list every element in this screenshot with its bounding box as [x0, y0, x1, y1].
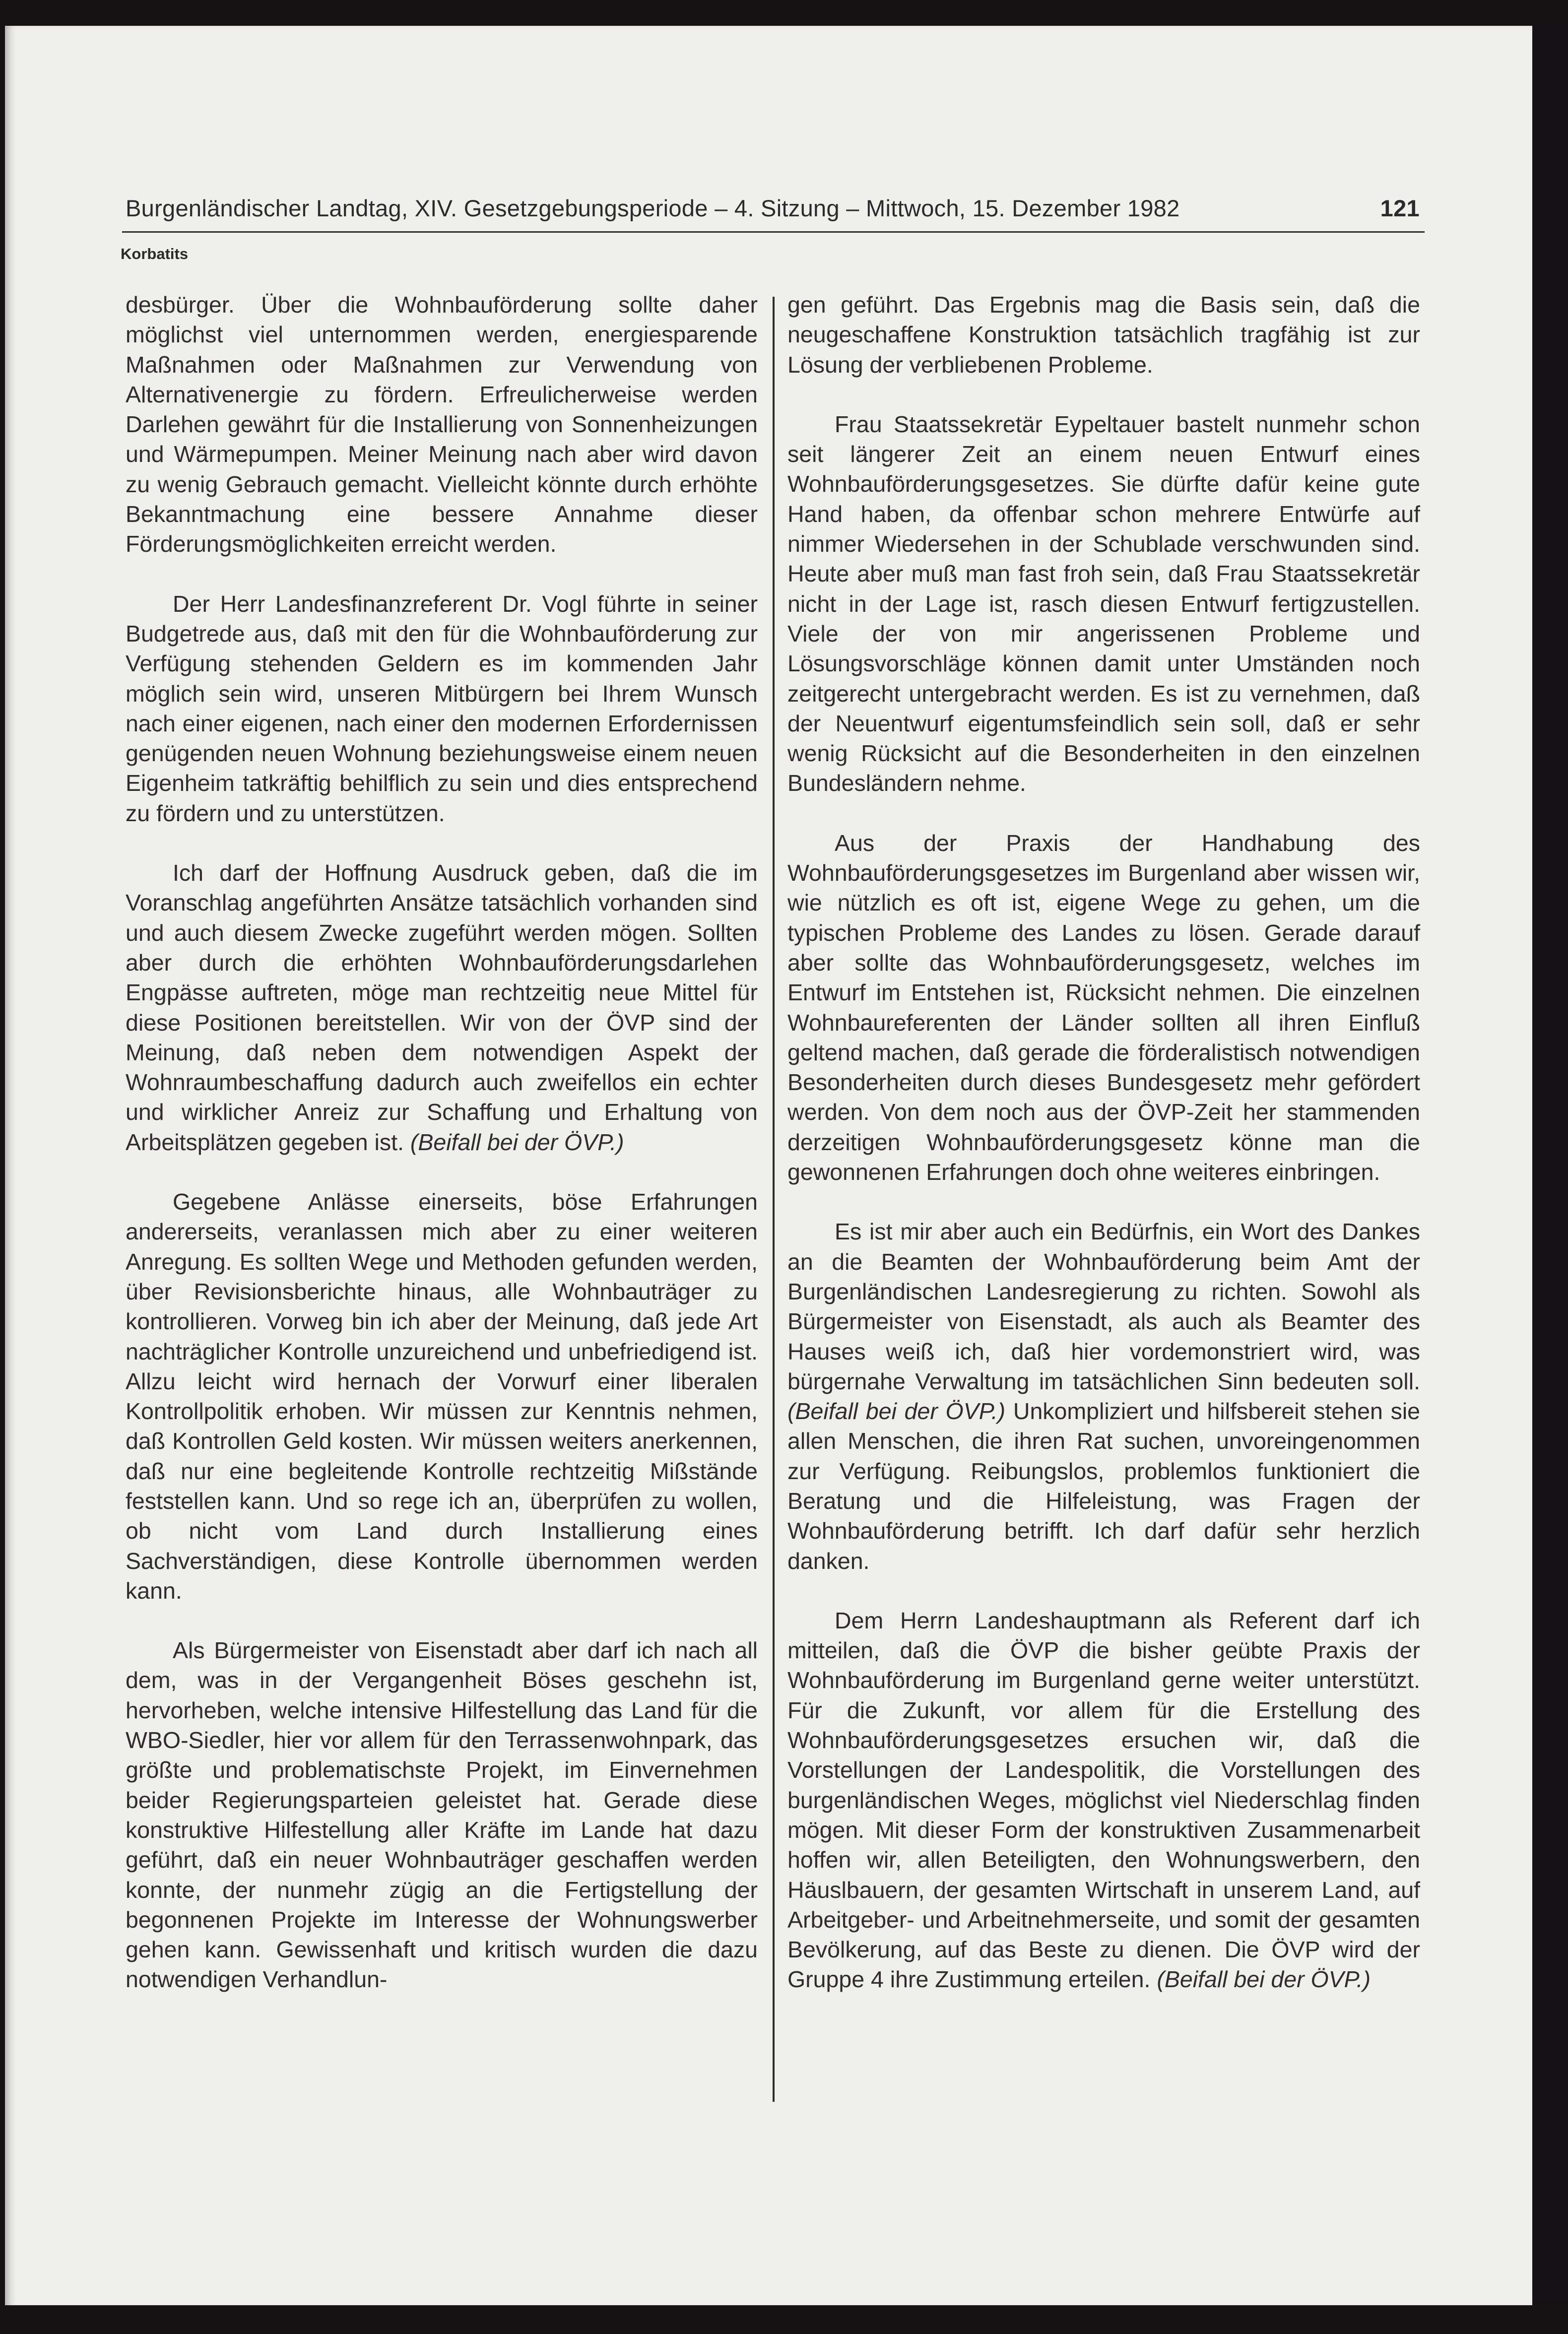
- paragraph: [126, 290, 758, 559]
- paragraph-text: Aus der Praxis der Handhabung des Wohnbauförderungsgesetzes im Burgenland aber wissen wir, wie nützlich es oft ist, eigene Wege zu gehen, um die typischen Probleme des Landes zu lösen. Gerade darauf aber sollte das Wohnbauförderungsgesetz, welches im Entwurf im Entstehen ist, Rücksicht nehmen. Die einzelnen Wohnbaureferenten der Länder sollten all ihren Einfluß geltend machen, daß gerade die förderalistisch notwendigen Besonderheiten durch dieses Bundesgesetz mehr gefördert werden. Von dem noch aus der ÖVP-Zeit her stammenden derzeitigen Wohnbauförderungsgesetz könne man die gewonnenen Erfahrungen doch ohne weiteres einbringen.: [787, 830, 1420, 1185]
- paragraph: [787, 1606, 1420, 1995]
- speaker-name: Korbatits: [121, 245, 189, 262]
- paragraph: [787, 828, 1420, 1187]
- paragraph: [126, 1187, 758, 1606]
- applause-note: (Beifall bei der ÖVP.): [787, 1398, 1006, 1425]
- paragraph-text: Gegebene Anlässe einerseits, böse Erfahrungen andererseits, veranlassen mich aber zu einer weiteren Anregung. Es sollten Wege und Methoden gefunden werden, über Revisionsberichte hinaus, alle Wohnbauträger zu kontrollieren. Vorweg bin ich aber der Meinung, daß jede Art nachträglicher Kontrolle unzureichend und unbefriedigend ist. Allzu leicht wird hernach der Vorwurf einer liberalen Kontrollpolitik erhoben. Wir müssen zur Kenntnis nehmen, daß Kontrollen Geld kosten. Wir müssen weiters anerkennen, daß nur eine begleitende Kontrolle rechtzeitig Mißstände feststellen kann. Und so rege ich an, überprüfen zu wollen, ob nicht vom Land durch Installierung eines Sachverständigen, diese Kontrolle übernommen werden kann.: [126, 1189, 758, 1604]
- paragraph-text: Es ist mir aber auch ein Bedürfnis, ein Wort des Dankes an die Beamten der Wohnbauförderung beim Amt der Burgenländischen Landesregierung zu richten. Sowohl als Bürgermeister von Eisenstadt, als auch als Beamter des Hauses weiß ich, daß hier vordemonstriert wird, was bürgernahe Verwaltung im tatsächlichen Sinn bedeuten soll.: [787, 1219, 1420, 1394]
- paragraph: [126, 589, 758, 828]
- paragraph: [787, 409, 1420, 798]
- paragraph: [787, 1217, 1420, 1576]
- left-column: [126, 290, 758, 2024]
- applause-note: (Beifall bei der ÖVP.): [410, 1129, 624, 1155]
- paragraph-text: desbürger. Über die Wohnbauförderung sollte daher möglichst viel unternommen werden, energiesparende Maßnahmen oder Maßnahmen zur Verwendung von Alternativenergie zu fördern. Erfreulicherweise werden Darlehen gewährt für die Installierung von Sonnenheizungen und Wärmepumpen. Meiner Meinung nach aber wird davon zu wenig Gebrauch gemacht. Vielleicht könnte durch erhöhte Bekanntmachung eine bessere Annahme dieser Förderungsmöglichkeiten erreicht werden.: [126, 292, 758, 557]
- paragraph-text: gen geführt. Das Ergebnis mag die Basis sein, daß die neugeschaffene Konstruktion tatsächlich tragfähig ist zur Lösung der verbliebenen Probleme.: [787, 292, 1420, 378]
- right-column: [787, 290, 1420, 2024]
- paragraph: [126, 1635, 758, 1995]
- column-divider: [773, 297, 775, 2102]
- running-header: [126, 194, 1420, 229]
- paragraph-text: Frau Staatssekretär Eypeltauer bastelt nunmehr schon seit längerer Zeit an einem neuen Entwurf eines Wohnbauförderungsgesetzes. Sie dürfte dafür keine gute Hand haben, da offenbar schon mehrere Entwürfe auf nimmer Wiedersehen in der Schublade verschwunden sind. Heute aber muß man fast froh sein, daß Frau Staatssekretär nicht in der Lage ist, rasch diesen Entwurf fertigzustellen. Viele der von mir angerissenen Probleme und Lösungsvorschläge können damit unter Umständen noch zeitgerecht untergebracht werden. Es ist zu vernehmen, daß der Neuentwurf eigentumsfeindlich sein soll, daß er sehr wenig Rücksicht auf die Besonderheiten in den einzelnen Bundesländern nehme.: [787, 411, 1420, 796]
- paragraph: [787, 290, 1420, 380]
- header-title: Burgenländischer Landtag, XIV. Gesetzgebungsperiode – 4. Sitzung – Mittwoch, 15. Dezember 1982: [126, 195, 1180, 221]
- paragraph: [126, 858, 758, 1157]
- scan-border-right: [1532, 20, 1568, 2334]
- paragraph-text: Der Herr Landesfinanzreferent Dr. Vogl führte in seiner Budgetrede aus, daß mit den für die Wohnbauförderung zur Verfügung stehenden Geldern es im kommenden Jahr möglich sein wird, unseren Mitbürgern bei Ihrem Wunsch nach einer eigenen, nach einer den modernen Erfordernissen genügenden neuen Wohnung beziehungsweise einem neuen Eigenheim tatkräftig behilflich zu sein und dies entsprechend zu fördern und zu unterstützen.: [126, 590, 758, 826]
- scan-border-bottom: [0, 2305, 1568, 2334]
- paragraph-text: Ich darf der Hoffnung Ausdruck geben, daß die im Voranschlag angeführten Ansätze tatsächlich vorhanden sind und auch diesem Zwecke zugeführt werden mögen. Sollten aber durch die erhöhten Wohnbauförderungsdarlehen Engpässe auftreten, möge man rechtzeitig neue Mittel für diese Positionen bereitstellen. Wir von der ÖVP sind der Meinung, daß neben dem notwendigen Aspekt der Wohnraumbeschaffung dadurch auch zweifellos ein echter und wirklicher Anreiz zur Schaffung und Erhaltung von Arbeitsplätzen gegeben ist.: [126, 860, 758, 1155]
- paragraph-text-continued: Unkompliziert und hilfsbereit stehen sie allen Menschen, die ihren Rat suchen, unvoreingenommen zur Verfügung. Reibungslos, problemlos funktioniert die Beratung und die Hilfeleistung, was Fragen der Wohnbauförderung betrifft. Ich darf dafür sehr herzlich danken.: [787, 1398, 1421, 1574]
- paragraph-text: Als Bürgermeister von Eisenstadt aber darf ich nach all dem, was in der Vergangenheit Böses geschehn ist, hervorheben, welche intensive Hilfestellung das Land für die WBO-Siedler, hier vor allem für den Terrassenwohnpark, das größte und problematischste Projekt, im Einvernehmen beider Regierungsparteien geleistet hat. Gerade diese konstruktive Hilfestellung aller Kräfte im Lande hat dazu geführt, daß ein neuer Wohnbauträger geschaffen werden konnte, der nunmehr zügig an die Fertigstellung der begonnenen Projekte im Interesse der Wohnungswerber gehen kann. Gewissenhaft und kritisch wurden die dazu notwendigen Verhandlun-: [126, 1637, 758, 1993]
- applause-note: (Beifall bei der ÖVP.): [1157, 1966, 1371, 1993]
- page-number: 121: [1380, 195, 1420, 221]
- header-rule: [122, 231, 1425, 233]
- paragraph-text: Dem Herrn Landeshauptmann als Referent darf ich mitteilen, daß die ÖVP die bisher geübte Praxis der Wohnbauförderung im Burgenland gerne weiter unterstützt. Für die Zukunft, vor allem für die Erstellung des Wohnbauförderungsgesetzes ersuchen wir, daß die Vorstellungen der Landespolitik, die Vorstellungen des burgenländischen Weges, möglichst viel Niederschlag finden mögen. Mit dieser Form der konstruktiven Zusammenarbeit hoffen wir, allen Beteiligten, den Wohnungswerbern, den Häuslbauern, der gesamten Wirtschaft in unserem Land, auf Arbeitgeber- und Arbeitnehmerseite, und somit der gesamten Bevölkerung, auf das Beste zu dienen. Die ÖVP wird der Gruppe 4 ihre Zustimmung erteilen.: [787, 1607, 1420, 1993]
